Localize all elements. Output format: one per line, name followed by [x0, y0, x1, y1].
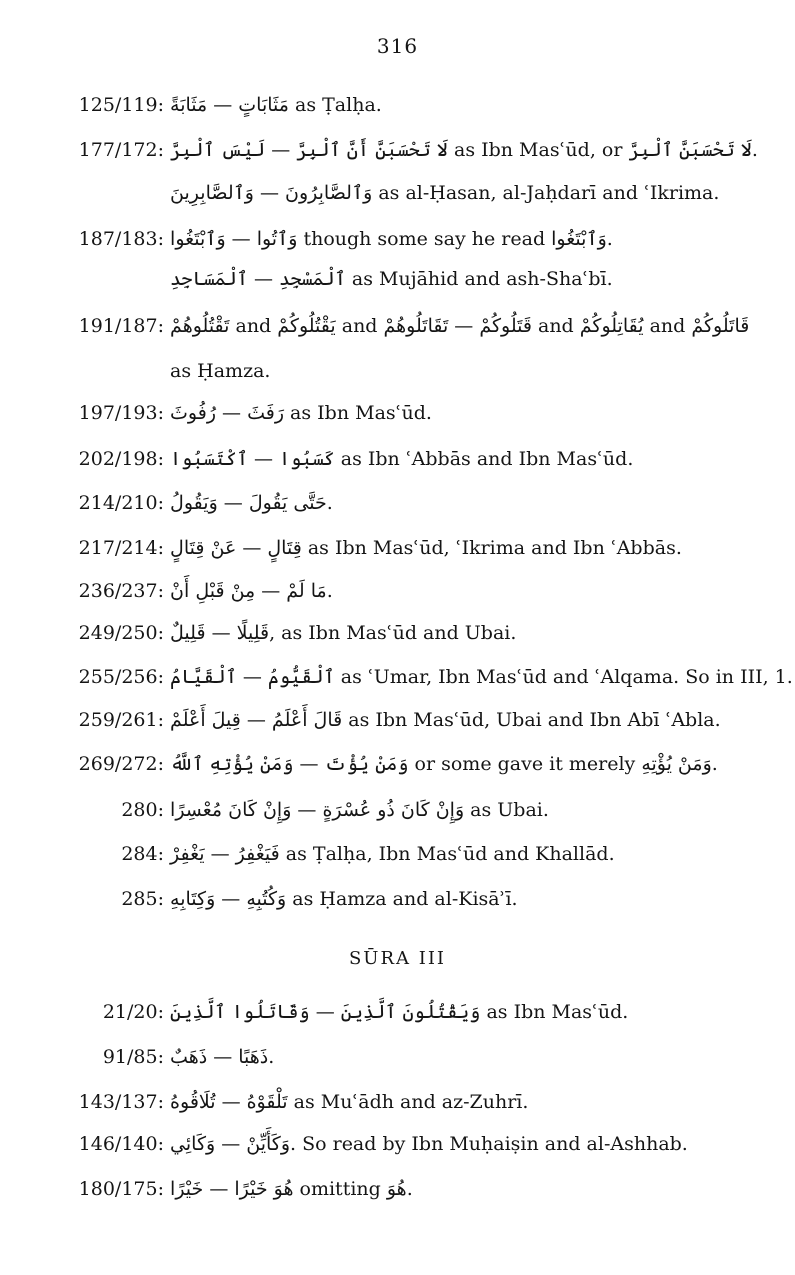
verse-ref: 21/20: [102, 1001, 164, 1023]
entry-row [72, 358, 772, 384]
verse-ref: 255/256: [78, 666, 164, 688]
entry-row [72, 313, 772, 339]
variant-text: كَسَبُوا — ٱكْتَسَبُوا as Ibn ʿAbbās and Ibn Masʿūd. [170, 448, 634, 470]
verse-ref: 143/137: [78, 1091, 164, 1113]
verse-ref: 202/198: [78, 448, 164, 470]
entry-row [72, 535, 772, 561]
entry-row [72, 707, 772, 733]
variant-text: تَقْتُلُوهُمْ and يَقْتُلُوكُمْ and قَتَلُوكُمْ — تَقَاتَلُوهُمْ and يُقَاتِلُوكُمْ and قَاتَلُوكُمْ [170, 315, 750, 337]
entry-row [72, 578, 772, 604]
variant-text: لَا تَحْسَبَنَّ أَنَّ ٱلْبِرَّ — لَيْسَ ٱلْبِرَّ as Ibn Masʿūd, or لَا تَحْسَبَنَّ ٱلْبِرَّ. [170, 139, 758, 161]
variant-text: تَلْقَوْهُ — تُلَاقُوهُ as Muʿādh and az-Zuhrī. [170, 1091, 529, 1113]
variant-text: مَثَابَاتٍ — مَثَابَةً as Ṭalḥa. [170, 94, 382, 116]
entry-row [72, 92, 772, 118]
entry-row [72, 490, 772, 516]
variant-text: ذَهَبًا — ذَهَبٌ. [170, 1046, 275, 1068]
entry-row [72, 137, 772, 163]
variant-text: وَٱلصَّابِرُونَ — وَٱلصَّابِرِينَ as al-Ḥasan, al-Jaḥdarī and ʿIkrima. [170, 182, 720, 204]
variant-text: حَتَّى يَقُولَ — وَيَقُولُ. [170, 492, 333, 514]
variant-text: قَالَ أَعْلَمُ — قِيلَ أَعْلَمْ as Ibn Masʿūd, Ubai and Ibn Abī ʿAbla. [170, 709, 721, 731]
verse-ref: 187/183: [78, 228, 164, 250]
variant-text: قِتَالٍ — عَنْ قِتَالٍ as Ibn Masʿūd, ʿIkrima and Ibn ʿAbbās. [170, 537, 682, 559]
verse-ref: 236/237: [78, 580, 164, 602]
entry-row [72, 1089, 772, 1115]
entry-row [72, 664, 793, 690]
entry-row [72, 1044, 772, 1070]
verse-ref: 259/261: [78, 709, 164, 731]
entry-row [72, 180, 772, 206]
verse-ref: 217/214: [78, 537, 164, 559]
verse-ref: 180/175: [78, 1178, 164, 1200]
section-heading: SŪRA III [348, 948, 447, 969]
entry-row [72, 841, 772, 867]
verse-ref: 285: [121, 888, 164, 910]
entry-row [72, 400, 772, 426]
verse-ref: 249/250: [78, 622, 164, 644]
verse-ref: 191/187: [78, 315, 164, 337]
verse-ref: 284: [121, 843, 164, 865]
entry-row [72, 1176, 772, 1202]
variant-text: وَكُتُبِهِ — وَكِتَابِهِ as Ḥamza and al-Kisāʾī. [170, 888, 518, 910]
variant-text: as Ḥamza. [170, 360, 271, 382]
page-number: 316 [376, 34, 419, 58]
entry-row [72, 446, 772, 472]
verse-ref: 91/85: [102, 1046, 164, 1068]
entry-row [72, 751, 772, 777]
verse-ref: 269/272: [78, 753, 164, 775]
entry-row [72, 226, 772, 252]
entry-row [72, 266, 772, 292]
verse-ref: 280: [121, 799, 164, 821]
entry-row [72, 999, 772, 1025]
variant-text: وَٱتُوا — وَٱبْتَغُوا though some say he read وَٱبْتَغُوا. [170, 228, 613, 250]
variant-text: قَلِيلًا — قَلِيلٌ, as Ibn Masʿūd and Ubai. [170, 622, 517, 644]
verse-ref: 197/193: [78, 402, 164, 424]
variant-text: مَا لَمْ — مِنْ قَبْلِ أَنْ. [170, 580, 333, 602]
entry-row [72, 797, 772, 823]
variant-text: وَيَقْتُلُونَ ٱلَّذِينَ — وَقَاتَلُوا ٱلَّذِينَ as Ibn Masʿūd. [170, 1001, 629, 1023]
verse-ref: 146/140: [78, 1133, 164, 1155]
verse-ref: 177/172: [78, 139, 164, 161]
entry-row [72, 886, 772, 912]
variant-text: ٱلْمَسْجِدِ — ٱلْمَسَاجِدِ as Mujāhid and ash-Shaʿbī. [170, 268, 613, 290]
variant-text: وَإِنْ كَانَ ذُو عُسْرَةٍ — وَإِنْ كَانَ مُعْسِرًا as Ubai. [170, 799, 549, 821]
variant-text: فَيَغْفِرُ — يَغْفِرْ as Ṭalḥa, Ibn Masʿūd and Khallād. [170, 843, 615, 865]
variant-text: رَفَثَ — رُفُوثَ as Ibn Masʿūd. [170, 402, 432, 424]
verse-ref: 214/210: [78, 492, 164, 514]
entry-row [72, 620, 772, 646]
variant-text: هُوَ خَيْرًا — خَيْرًا omitting هُوَ. [170, 1178, 413, 1200]
verse-ref: 125/119: [78, 94, 164, 116]
entry-row [72, 1131, 772, 1157]
variant-text: ٱلْقَيُّومُ — ٱلْقَيَّامُ as ʿUmar, Ibn Masʿūd and ʿAlqama. So in III, 1. [170, 666, 793, 688]
variant-text: وَكَأَيِّنْ — وَكَائِي. So read by Ibn Muḥaiṣin and al-Ashhab. [170, 1133, 688, 1155]
variant-text: وَمَنْ يُؤْتَ — وَمَنْ يُؤْتِهِ ٱللَّهُ or some gave it merely وَمَنْ يُؤْتِهِ. [170, 753, 718, 775]
